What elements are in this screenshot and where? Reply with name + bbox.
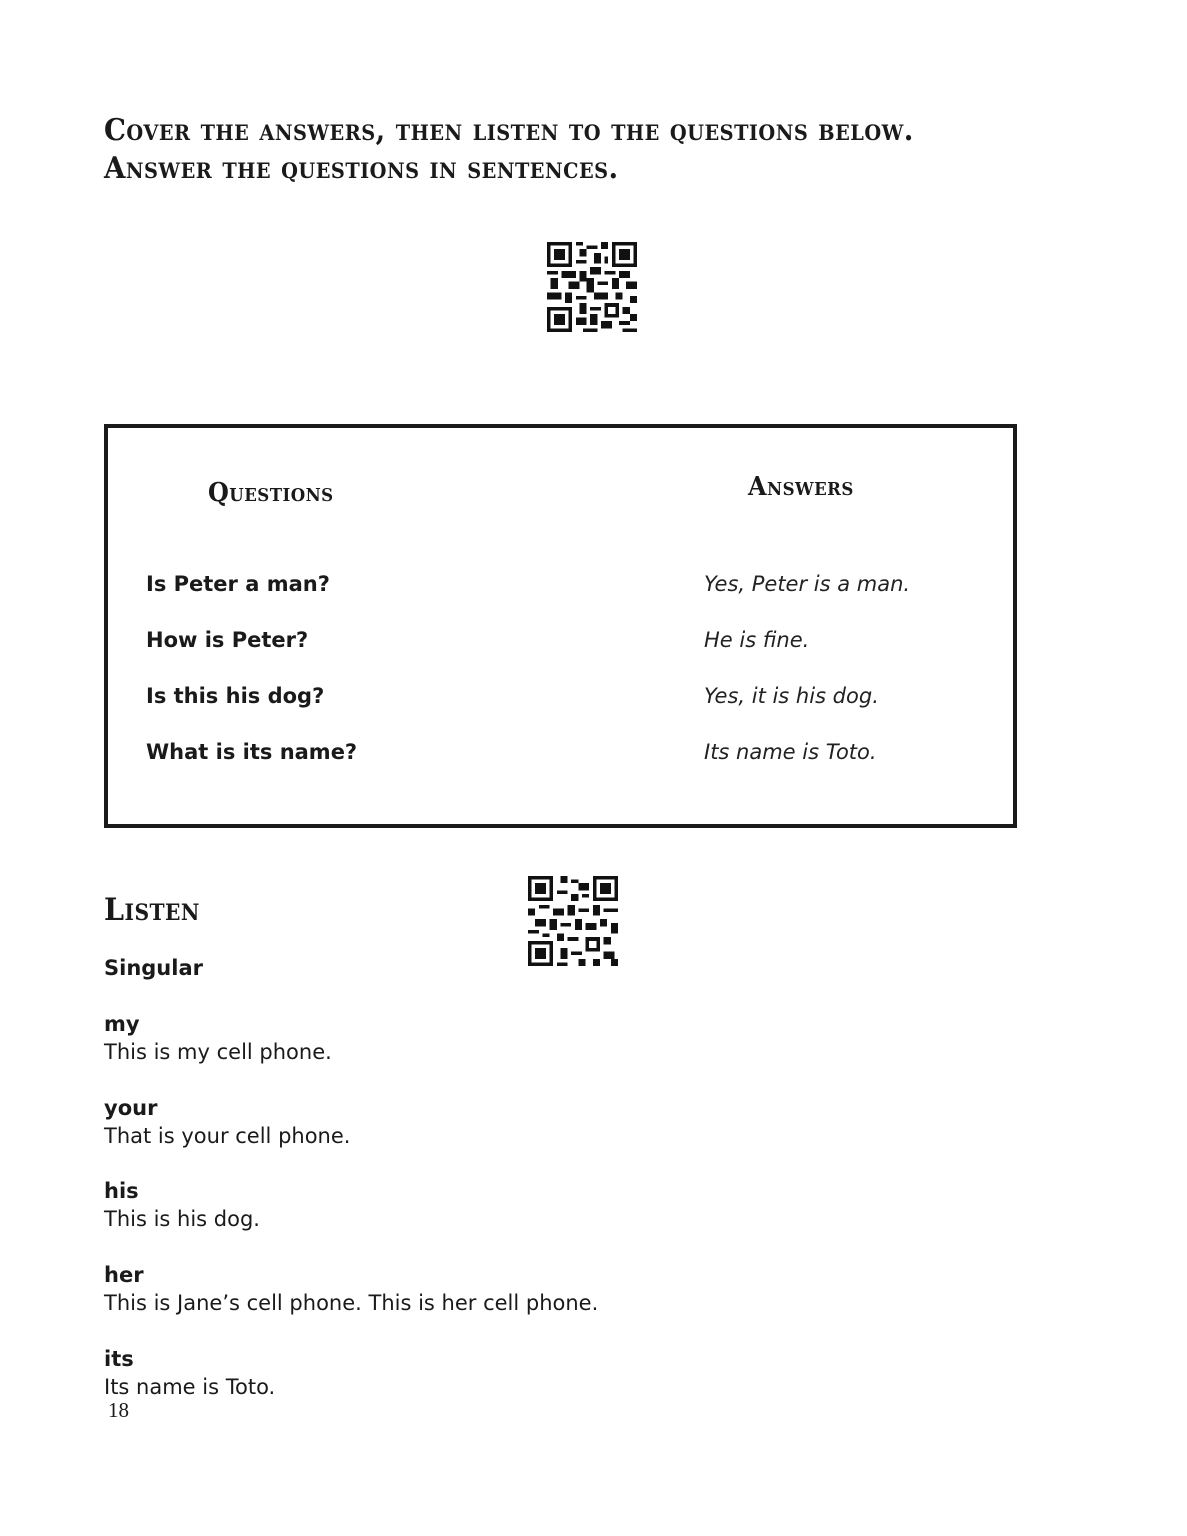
instruction-line-1: Cover the answers, then listen to the questions below. xyxy=(104,113,914,148)
qa-row xyxy=(108,738,1013,768)
qr-code-icon[interactable] xyxy=(546,242,638,332)
pronoun-word: my xyxy=(104,1012,140,1036)
question-text: What is its name? xyxy=(146,740,358,764)
instruction-line-2: Answer the questions in sentences. xyxy=(104,151,619,186)
page-number: 18 xyxy=(108,1398,129,1422)
example-sentence: This is Jane’s cell phone. This is her cell phone. xyxy=(104,1291,599,1315)
pronoun-entry xyxy=(104,1177,260,1233)
answer-text: Yes, it is his dog. xyxy=(704,684,879,708)
pronoun-word: its xyxy=(104,1347,134,1371)
singular-subheading: Singular xyxy=(104,956,203,980)
pronoun-entry xyxy=(104,1261,598,1317)
example-sentence: This is my cell phone. xyxy=(104,1040,332,1064)
question-text: Is Peter a man? xyxy=(146,572,330,596)
question-text: How is Peter? xyxy=(146,628,309,652)
qa-row xyxy=(108,570,1013,600)
pronoun-entry xyxy=(104,1010,332,1066)
answer-text: He is fine. xyxy=(704,628,810,652)
example-sentence: This is his dog. xyxy=(104,1207,260,1231)
pronoun-entry xyxy=(104,1345,275,1401)
answer-text: Its name is Toto. xyxy=(704,740,877,764)
qr-code-icon[interactable] xyxy=(527,876,619,966)
question-text: Is this his dog? xyxy=(146,684,325,708)
example-sentence: Its name is Toto. xyxy=(104,1375,276,1399)
questions-answers-box xyxy=(104,424,1017,828)
pronoun-word: his xyxy=(104,1179,139,1203)
answer-text: Yes, Peter is a man. xyxy=(704,572,911,596)
instruction-heading xyxy=(104,112,914,188)
listen-heading: Listen xyxy=(104,892,200,928)
questions-header: Questions xyxy=(208,478,334,508)
pronoun-word: her xyxy=(104,1263,144,1287)
qa-row xyxy=(108,626,1013,656)
answers-header: Answers xyxy=(748,472,854,502)
pronoun-word: your xyxy=(104,1096,158,1120)
pronoun-entry xyxy=(104,1094,350,1150)
example-sentence: That is your cell phone. xyxy=(104,1124,351,1148)
qa-row xyxy=(108,682,1013,712)
